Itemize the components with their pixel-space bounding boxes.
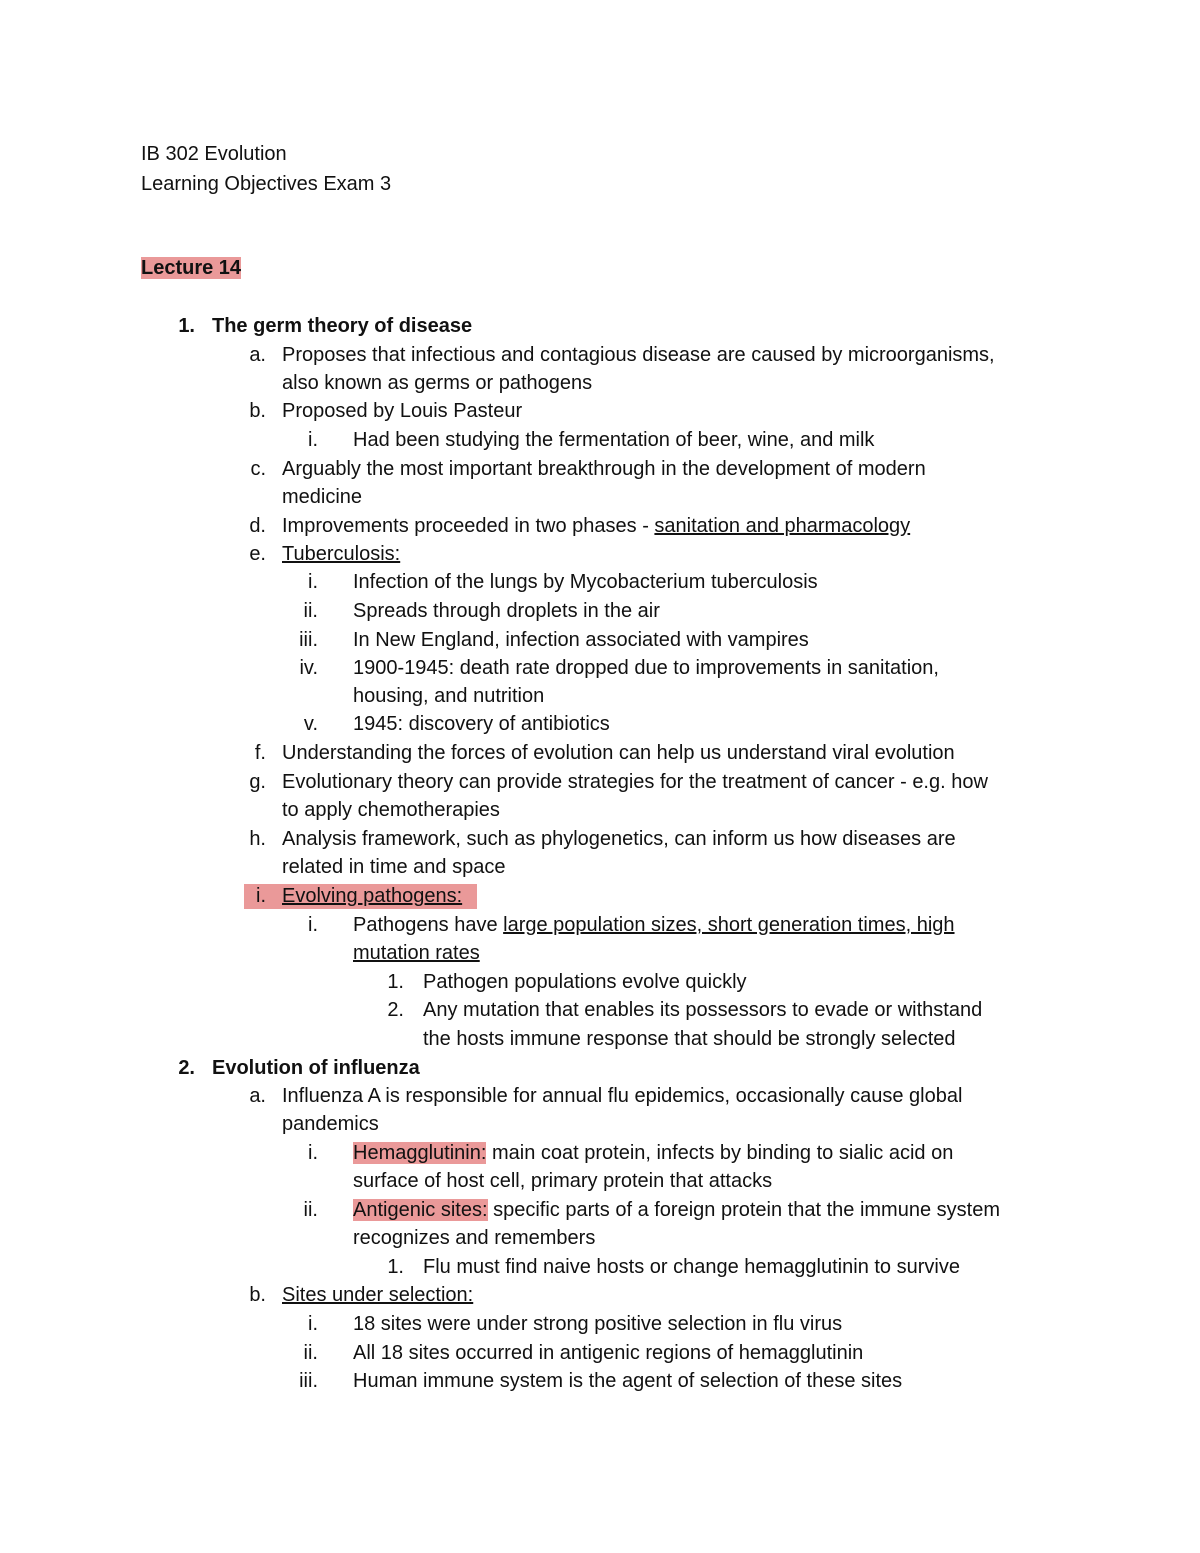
list-marker: i. (308, 571, 318, 593)
list-marker: i. (308, 1142, 318, 1164)
list-item-text: Analysis framework, such as phylogenetics, can inform us how diseases are (282, 828, 956, 850)
subheading-sites-under-selection: Sites under selection: (282, 1284, 474, 1306)
list-marker: v. (303, 713, 318, 735)
list-item-text: Proposed by Louis Pasteur (282, 400, 523, 422)
underlined-text: sanitation and pharmacology (654, 515, 911, 537)
list-item-text: In New England, infection associated with vampires (353, 629, 809, 651)
list-item-text (353, 913, 955, 937)
section-2-title: Evolution of influenza (212, 1057, 420, 1079)
course-title: IB 302 Evolution (141, 143, 287, 165)
list-marker: d. (249, 515, 266, 537)
section-2-number: 2. (178, 1057, 195, 1079)
list-marker: a. (249, 1085, 266, 1107)
list-marker: g. (249, 771, 266, 793)
list-marker: ii. (303, 1342, 318, 1364)
list-item-text: recognizes and remembers (353, 1227, 596, 1249)
list-marker: f. (254, 742, 266, 764)
list-item-text (282, 514, 910, 538)
list-item-text: Pathogen populations evolve quickly (423, 971, 747, 993)
list-item-text: Influenza A is responsible for annual flu epidemics, occasionally cause global (282, 1085, 963, 1107)
list-item-text: Infection of the lungs by Mycobacterium tuberculosis (353, 571, 818, 593)
list-marker: 1. (387, 1256, 404, 1278)
list-item-text: also known as germs or pathogens (282, 372, 593, 394)
list-item-text: Spreads through droplets in the air (353, 600, 660, 622)
list-item-text: Evolutionary theory can provide strategies for the treatment of cancer - e.g. how (282, 771, 988, 793)
list-item-text: the hosts immune response that should be strongly selected (423, 1028, 956, 1050)
list-item-text: Human immune system is the agent of selection of these sites (353, 1370, 903, 1392)
list-marker: i. (308, 429, 318, 451)
list-marker: 2. (387, 999, 404, 1021)
text-run: specific parts of a foreign protein that the immune system (487, 1199, 1000, 1221)
list-item-text: Had been studying the fermentation of beer, wine, and milk (353, 429, 875, 451)
list-item-text: pandemics (282, 1113, 379, 1135)
list-marker: h. (249, 828, 266, 850)
list-item-text: All 18 sites occurred in antigenic regions of hemagglutinin (353, 1342, 864, 1364)
list-item-text: to apply chemotherapies (282, 799, 500, 821)
list-marker: i. (308, 1313, 318, 1335)
list-marker: ii. (303, 600, 318, 622)
list-item-text: medicine (282, 486, 363, 508)
list-item-text: Understanding the forces of evolution can help us understand viral evolution (282, 742, 955, 764)
list-marker: iii. (299, 629, 318, 651)
highlighted-term: Antigenic sites: (353, 1199, 488, 1221)
text-run: Pathogens have (353, 914, 504, 936)
list-marker: i. (308, 914, 318, 936)
list-marker: 1. (387, 971, 404, 993)
section-1-title: The germ theory of disease (212, 315, 473, 337)
list-marker: ii. (303, 1199, 318, 1221)
list-item-text: Flu must find naive hosts or change hemagglutinin to survive (423, 1256, 960, 1278)
subheading-tuberculosis: Tuberculosis: (282, 543, 401, 565)
list-marker: i. (256, 885, 266, 907)
list-item-text: related in time and space (282, 856, 506, 878)
list-marker: b. (249, 1284, 266, 1306)
lecture-heading (141, 256, 241, 280)
list-marker: iii. (299, 1370, 318, 1392)
highlighted-term: Hemagglutinin: (353, 1142, 487, 1164)
text-run: main coat protein, infects by binding to sialic acid on (486, 1142, 954, 1164)
list-item-text: 18 sites were under strong positive selection in flu virus (353, 1313, 843, 1335)
underlined-text: large population sizes, short generation times, high (503, 914, 955, 936)
subheading-evolving-pathogens: Evolving pathogens: (282, 885, 463, 907)
section-1-number: 1. (178, 315, 195, 337)
list-marker: b. (249, 400, 266, 422)
document-subtitle: Learning Objectives Exam 3 (141, 173, 392, 195)
list-marker: iv. (299, 657, 318, 679)
lecture-heading-text: Lecture 14 (141, 257, 242, 279)
list-item-text: 1900-1945: death rate dropped due to improvements in sanitation, (353, 657, 939, 679)
list-marker: a. (249, 344, 266, 366)
list-marker: c. (250, 458, 266, 480)
list-marker: e. (249, 543, 266, 565)
underlined-text: mutation rates (353, 942, 480, 964)
list-item-text: Arguably the most important breakthrough in the development of modern (282, 458, 926, 480)
list-item-text (353, 1141, 953, 1165)
text-run: Improvements proceeded in two phases - (282, 515, 655, 537)
list-item-text: housing, and nutrition (353, 685, 545, 707)
list-item-text: Proposes that infectious and contagious disease are caused by microorganisms, (282, 344, 995, 366)
list-item-text: surface of host cell, primary protein that attacks (353, 1170, 773, 1192)
list-item-text: 1945: discovery of antibiotics (353, 713, 610, 735)
list-item-text (353, 1198, 1000, 1222)
list-item-text: Any mutation that enables its possessors to evade or withstand (423, 999, 983, 1021)
